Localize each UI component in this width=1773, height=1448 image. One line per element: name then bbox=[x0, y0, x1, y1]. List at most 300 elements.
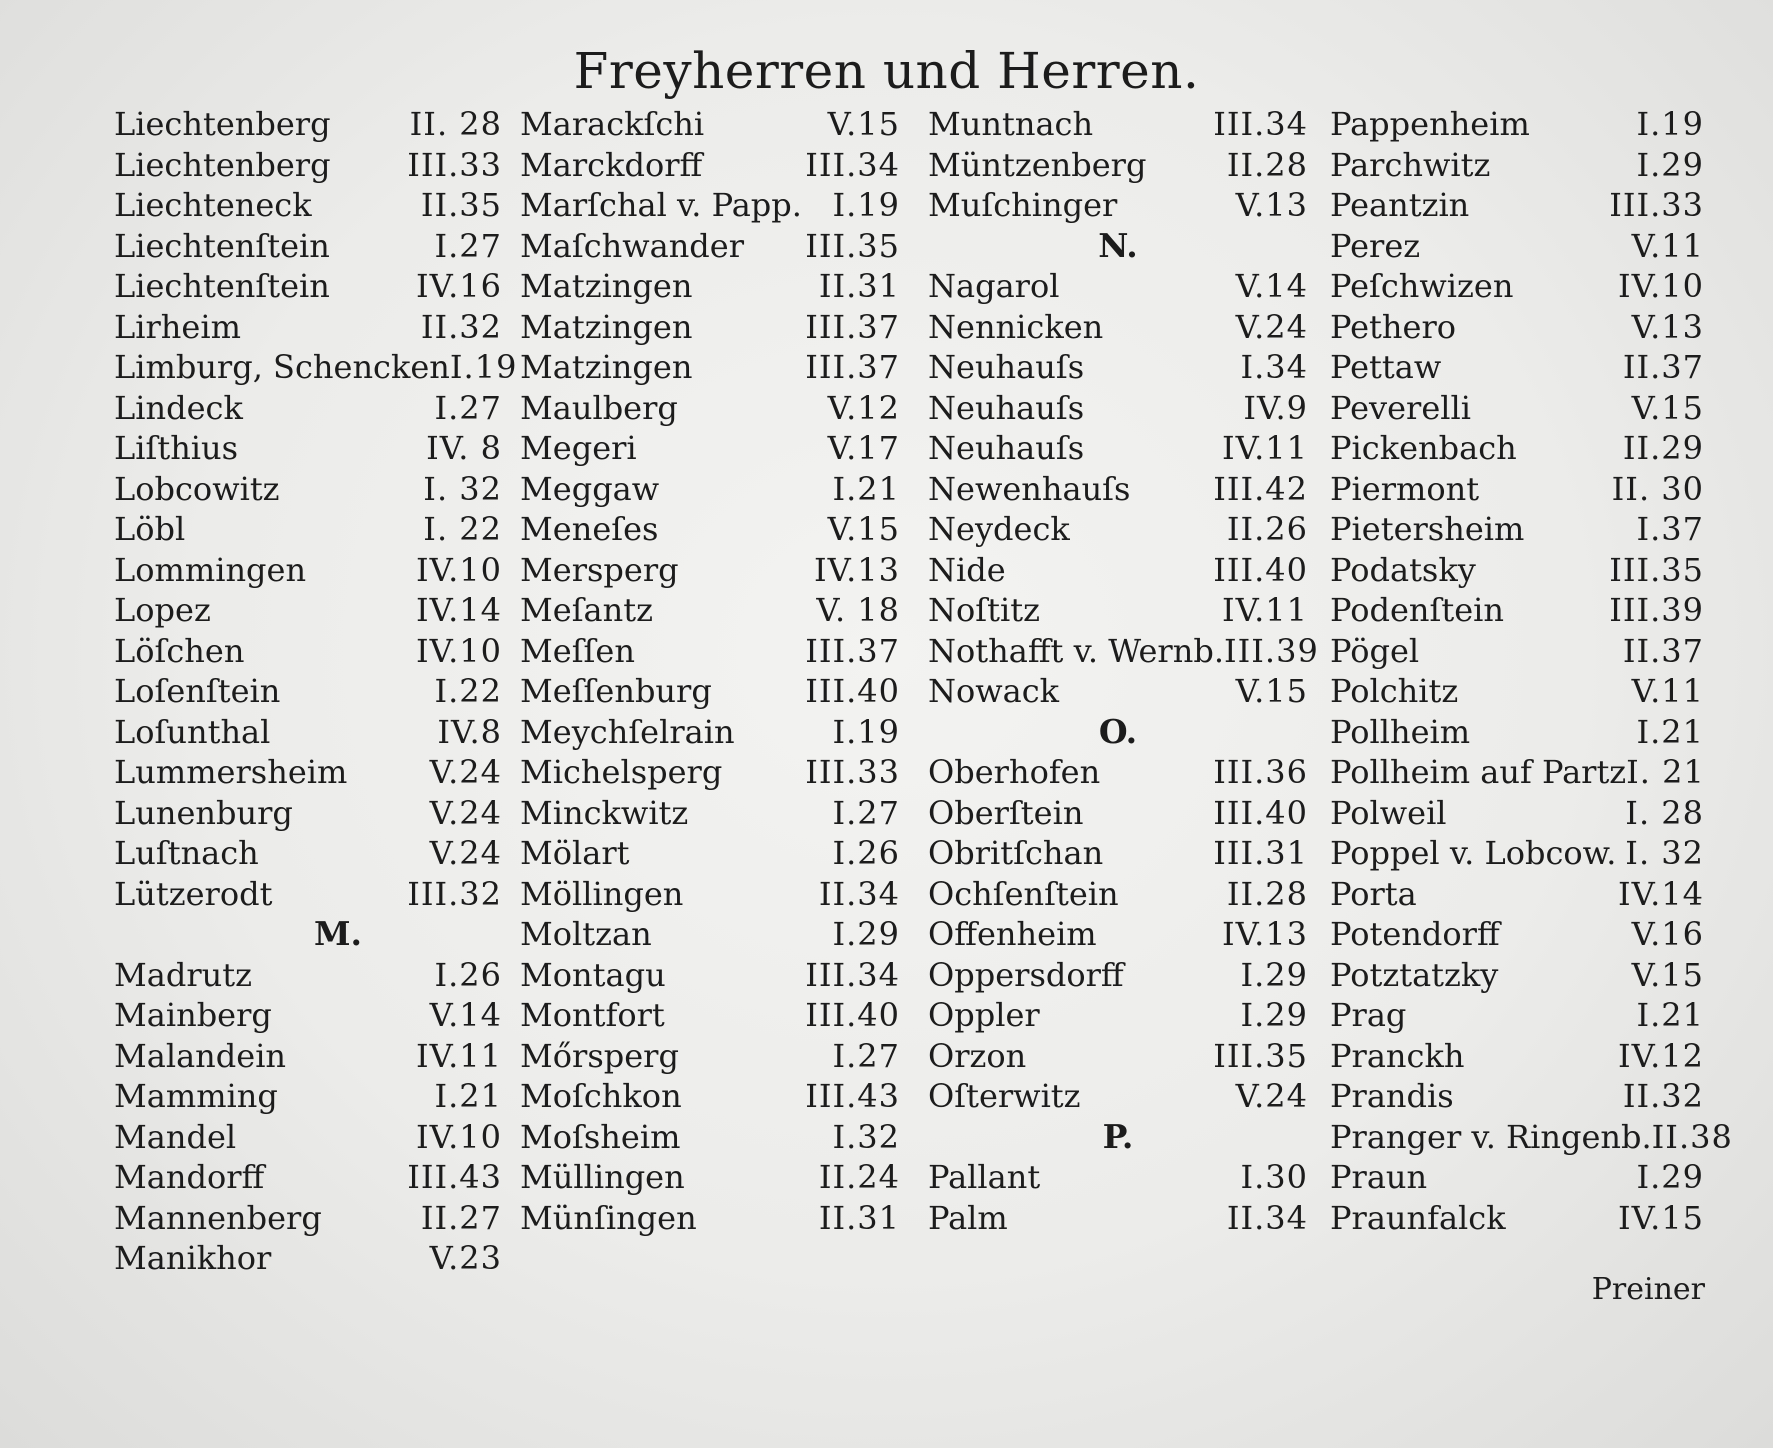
entry-reference: III.33 bbox=[805, 753, 900, 791]
entry-reference: III.37 bbox=[805, 631, 900, 670]
entry-name: Malandein bbox=[114, 1036, 287, 1075]
entry-name: Peverelli bbox=[1330, 388, 1471, 427]
entry-name: Müllingen bbox=[520, 1158, 685, 1196]
index-entry bbox=[1330, 428, 1704, 469]
entry-name: Meychſelrain bbox=[520, 712, 735, 751]
index-entry bbox=[1330, 550, 1704, 591]
entry-name: Podenſtein bbox=[1330, 591, 1505, 629]
entry-name: Montagu bbox=[520, 955, 666, 994]
index-entry bbox=[928, 752, 1308, 793]
index-entry bbox=[114, 793, 502, 834]
index-entry bbox=[928, 955, 1308, 996]
entry-reference: IV.13 bbox=[1221, 915, 1308, 953]
entry-reference: III.35 bbox=[1213, 1036, 1308, 1075]
entry-name: Meſantz bbox=[520, 591, 653, 629]
index-entry bbox=[520, 833, 900, 874]
entry-reference: I.30 bbox=[1240, 1158, 1308, 1196]
entry-name: Matzingen bbox=[520, 267, 693, 305]
index-entry bbox=[520, 1117, 900, 1158]
entry-name: Potztatzky bbox=[1330, 955, 1499, 994]
entry-reference: V.15 bbox=[1631, 955, 1704, 994]
entry-reference: II.27 bbox=[420, 1198, 502, 1237]
entry-name: Prag bbox=[1330, 996, 1407, 1034]
entry-reference: V.23 bbox=[429, 1239, 502, 1277]
entry-reference: III.39 bbox=[1223, 631, 1319, 670]
entry-name: Palm bbox=[928, 1198, 1008, 1237]
index-entry bbox=[114, 1157, 502, 1198]
index-entry bbox=[928, 1076, 1308, 1117]
index-entry bbox=[1330, 347, 1704, 388]
entry-name: Nowack bbox=[928, 672, 1060, 710]
entry-name: Nide bbox=[928, 550, 1006, 589]
entry-reference: V.24 bbox=[429, 834, 502, 872]
entry-reference: III.40 bbox=[805, 672, 900, 710]
entry-name: Liechtenſtein bbox=[114, 226, 330, 265]
index-entry bbox=[928, 1036, 1308, 1077]
entry-reference: I.34 bbox=[1240, 348, 1308, 386]
index-entry bbox=[114, 1198, 502, 1239]
index-entry bbox=[1330, 833, 1704, 874]
entry-name: Lirheim bbox=[114, 307, 241, 346]
entry-reference: V.13 bbox=[1631, 307, 1704, 346]
entry-name: Polchitz bbox=[1330, 672, 1459, 710]
entry-name: Neuhauſs bbox=[928, 429, 1085, 467]
index-entry bbox=[114, 226, 502, 267]
entry-name: Noſtitz bbox=[928, 591, 1040, 629]
entry-reference: II.26 bbox=[1226, 510, 1308, 548]
index-entry bbox=[928, 266, 1308, 307]
entry-name: Prandis bbox=[1330, 1077, 1454, 1115]
index-entry bbox=[114, 347, 518, 388]
entry-name: Möllingen bbox=[520, 874, 684, 913]
entry-reference: I.27 bbox=[832, 1036, 900, 1075]
entry-name: Maulberg bbox=[520, 388, 678, 427]
entry-name: Pollheim auf Partz bbox=[1330, 753, 1627, 791]
entry-name: Meſſenburg bbox=[520, 672, 712, 710]
entry-reference: I.19 bbox=[1636, 105, 1704, 143]
entry-reference: III.40 bbox=[1213, 550, 1308, 589]
entry-reference: IV.8 bbox=[437, 712, 502, 751]
index-column-2 bbox=[520, 104, 900, 1238]
index-entry bbox=[114, 1238, 502, 1279]
index-entry bbox=[1330, 995, 1704, 1036]
entry-name: Pettaw bbox=[1330, 348, 1442, 386]
entry-reference: III.35 bbox=[805, 226, 900, 265]
entry-reference: I. 32 bbox=[423, 469, 502, 508]
entry-reference: V.14 bbox=[429, 996, 502, 1034]
index-entry bbox=[114, 874, 502, 915]
entry-reference: V.14 bbox=[1235, 267, 1308, 305]
entry-name: Mannenberg bbox=[114, 1198, 322, 1237]
index-entry bbox=[114, 752, 502, 793]
entry-name: Marackſchi bbox=[520, 105, 705, 143]
entry-name: Megeri bbox=[520, 429, 637, 467]
entry-name: Löſchen bbox=[114, 631, 245, 670]
entry-name: Loſunthal bbox=[114, 712, 271, 751]
entry-reference: I. 28 bbox=[1625, 793, 1704, 832]
entry-name: Praun bbox=[1330, 1158, 1428, 1196]
entry-name: Liechtenſtein bbox=[114, 267, 330, 305]
entry-reference: I.21 bbox=[1636, 712, 1704, 751]
index-entry bbox=[928, 388, 1308, 429]
letter-heading: O. bbox=[1098, 711, 1138, 751]
entry-reference: II.31 bbox=[818, 1198, 900, 1237]
index-entry bbox=[1330, 631, 1704, 672]
entry-reference: II.35 bbox=[420, 186, 502, 224]
entry-name: Pranger v. Ringenb. bbox=[1330, 1117, 1652, 1156]
entry-name: Matzingen bbox=[520, 348, 693, 386]
index-entry bbox=[1330, 1036, 1704, 1077]
entry-reference: III.34 bbox=[805, 145, 900, 184]
index-entry bbox=[928, 1198, 1308, 1239]
entry-reference: III.36 bbox=[1213, 753, 1308, 791]
entry-reference: IV.15 bbox=[1617, 1198, 1704, 1237]
entry-reference: I. 32 bbox=[1625, 834, 1704, 872]
entry-reference: V.16 bbox=[1631, 915, 1704, 953]
entry-reference: III.40 bbox=[805, 996, 900, 1034]
entry-reference: III.42 bbox=[1213, 469, 1308, 508]
entry-reference: I.37 bbox=[1636, 510, 1704, 548]
entry-name: Liſthius bbox=[114, 429, 239, 467]
index-entry bbox=[1330, 874, 1704, 915]
entry-name: Liechteneck bbox=[114, 186, 312, 224]
index-entry bbox=[520, 712, 900, 753]
entry-name: Neuhauſs bbox=[928, 388, 1085, 427]
entry-name: Peſchwizen bbox=[1330, 267, 1514, 305]
index-entry bbox=[928, 995, 1308, 1036]
index-entry bbox=[1330, 793, 1704, 834]
index-entry bbox=[114, 671, 502, 712]
entry-reference: III.31 bbox=[1213, 834, 1308, 872]
entry-name: Lommingen bbox=[114, 550, 307, 589]
entry-name: Meggaw bbox=[520, 469, 660, 508]
entry-name: Neuhauſs bbox=[928, 348, 1085, 386]
entry-reference: I.26 bbox=[832, 834, 900, 872]
index-entry bbox=[114, 550, 502, 591]
entry-name: Offenheim bbox=[928, 915, 1097, 953]
entry-reference: I.19 bbox=[832, 712, 900, 751]
entry-reference: III.43 bbox=[805, 1077, 900, 1115]
entry-reference: V.13 bbox=[1235, 186, 1308, 224]
index-entry bbox=[520, 590, 900, 631]
entry-reference: III.35 bbox=[1609, 550, 1704, 589]
entry-reference: II.34 bbox=[818, 874, 900, 913]
entry-name: Lopez bbox=[114, 591, 211, 629]
index-entry bbox=[928, 145, 1308, 186]
entry-name: Nennicken bbox=[928, 307, 1104, 346]
entry-name: Oberhofen bbox=[928, 753, 1101, 791]
entry-reference: V.24 bbox=[429, 793, 502, 832]
index-entry bbox=[928, 185, 1308, 226]
index-entry bbox=[520, 1036, 900, 1077]
index-column-1 bbox=[114, 104, 518, 1279]
entry-reference: III.34 bbox=[805, 955, 900, 994]
index-entry bbox=[520, 955, 900, 996]
entry-name: Lobcowitz bbox=[114, 469, 280, 508]
index-entry bbox=[520, 509, 900, 550]
index-entry bbox=[114, 833, 502, 874]
entry-reference: I.29 bbox=[1240, 955, 1308, 994]
index-entry bbox=[928, 631, 1319, 672]
index-entry bbox=[928, 833, 1308, 874]
entry-name: Newenhauſs bbox=[928, 469, 1131, 508]
entry-name: Lunenburg bbox=[114, 793, 293, 832]
entry-name: Marckdorff bbox=[520, 145, 703, 184]
entry-name: Muntnach bbox=[928, 105, 1094, 143]
entry-name: Luſtnach bbox=[114, 834, 259, 872]
index-entry bbox=[114, 307, 502, 348]
index-entry bbox=[114, 1036, 502, 1077]
entry-name: Oſterwitz bbox=[928, 1077, 1081, 1115]
entry-name: Pietersheim bbox=[1330, 510, 1525, 548]
entry-reference: I.29 bbox=[1636, 145, 1704, 184]
index-entry bbox=[520, 226, 900, 267]
entry-reference: IV.14 bbox=[1617, 874, 1704, 913]
index-entry bbox=[928, 914, 1308, 955]
entry-name: Nagarol bbox=[928, 267, 1060, 305]
index-entry bbox=[928, 509, 1308, 550]
entry-name: Moſchkon bbox=[520, 1077, 682, 1115]
entry-reference: III.34 bbox=[1213, 105, 1308, 143]
catchword: Preiner bbox=[1591, 1272, 1705, 1307]
entry-reference: II.34 bbox=[1226, 1198, 1308, 1237]
entry-name: Liechtenberg bbox=[114, 105, 331, 143]
entry-reference: IV.11 bbox=[415, 1036, 502, 1075]
index-column-4 bbox=[1330, 104, 1733, 1238]
entry-name: Mőrsperg bbox=[520, 1036, 679, 1075]
index-entry bbox=[520, 307, 900, 348]
entry-reference: V.24 bbox=[429, 753, 502, 791]
entry-reference: I.22 bbox=[434, 672, 502, 710]
index-entry bbox=[1330, 712, 1704, 753]
entry-name: Parchwitz bbox=[1330, 145, 1491, 184]
entry-name: Löbl bbox=[114, 510, 186, 548]
entry-reference: I.21 bbox=[434, 1077, 502, 1115]
entry-name: Loſenſtein bbox=[114, 672, 281, 710]
entry-reference: IV.10 bbox=[415, 550, 502, 589]
entry-reference: IV.10 bbox=[1617, 267, 1704, 305]
entry-reference: II.38 bbox=[1651, 1117, 1733, 1156]
entry-reference: I.27 bbox=[434, 226, 502, 265]
entry-reference: I.19 bbox=[832, 186, 900, 224]
index-entry bbox=[114, 185, 502, 226]
entry-reference: I.26 bbox=[434, 955, 502, 994]
entry-reference: III.33 bbox=[1609, 186, 1704, 224]
entry-name: Peantzin bbox=[1330, 186, 1470, 224]
entry-name: Mölart bbox=[520, 834, 630, 872]
entry-reference: V.17 bbox=[827, 429, 900, 467]
index-entry bbox=[114, 631, 502, 672]
entry-name: Mersperg bbox=[520, 550, 679, 589]
entry-name: Moltzan bbox=[520, 915, 652, 953]
index-entry bbox=[1330, 955, 1704, 996]
entry-reference: I.29 bbox=[1636, 1158, 1704, 1196]
entry-reference: I. 22 bbox=[423, 510, 502, 548]
index-entry bbox=[114, 104, 502, 145]
index-entry bbox=[520, 388, 900, 429]
entry-reference: I.29 bbox=[832, 915, 900, 953]
index-entry bbox=[520, 1198, 900, 1239]
entry-reference: II.29 bbox=[1622, 429, 1704, 467]
entry-reference: I.27 bbox=[434, 388, 502, 427]
index-entry bbox=[520, 145, 900, 186]
entry-reference: IV.11 bbox=[1221, 591, 1308, 629]
entry-reference: II. 28 bbox=[409, 105, 502, 143]
entry-name: Mainberg bbox=[114, 996, 272, 1034]
entry-reference: III.33 bbox=[407, 145, 502, 184]
entry-reference: V.15 bbox=[827, 105, 900, 143]
index-entry bbox=[1330, 266, 1704, 307]
entry-name: Pethero bbox=[1330, 307, 1456, 346]
entry-reference: V.15 bbox=[1631, 388, 1704, 427]
entry-name: Oppersdorff bbox=[928, 955, 1124, 994]
index-entry bbox=[1330, 590, 1704, 631]
index-entry bbox=[1330, 1117, 1733, 1158]
entry-name: Pallant bbox=[928, 1158, 1041, 1196]
entry-reference: IV.12 bbox=[1617, 1036, 1704, 1075]
entry-name: Praunfalck bbox=[1330, 1198, 1506, 1237]
entry-reference: III.39 bbox=[1609, 591, 1704, 629]
entry-reference: V.24 bbox=[1235, 1077, 1308, 1115]
index-entry bbox=[114, 955, 502, 996]
entry-name: Matzingen bbox=[520, 307, 693, 346]
entry-name: Madrutz bbox=[114, 955, 252, 994]
entry-reference: I.21 bbox=[832, 469, 900, 508]
index-entry bbox=[520, 874, 900, 915]
index-entry bbox=[520, 428, 900, 469]
entry-reference: I.21 bbox=[1636, 996, 1704, 1034]
index-entry bbox=[928, 469, 1308, 510]
index-entry bbox=[928, 550, 1308, 591]
entry-name: Mamming bbox=[114, 1077, 278, 1115]
entry-reference: II.24 bbox=[818, 1158, 900, 1196]
index-entry bbox=[520, 185, 900, 226]
entry-reference: III.37 bbox=[805, 307, 900, 346]
index-entry bbox=[520, 671, 900, 712]
index-entry bbox=[1330, 469, 1704, 510]
index-entry bbox=[520, 1076, 900, 1117]
entry-reference: V.15 bbox=[1235, 672, 1308, 710]
entry-name: Marſchal v. Papp. bbox=[520, 186, 802, 224]
entry-reference: I.32 bbox=[832, 1117, 900, 1156]
index-entry bbox=[114, 995, 502, 1036]
index-entry bbox=[928, 104, 1308, 145]
index-entry bbox=[1330, 1198, 1704, 1239]
index-entry bbox=[1330, 671, 1704, 712]
index-entry bbox=[928, 874, 1308, 915]
entry-name: Podatsky bbox=[1330, 550, 1476, 589]
index-entry bbox=[1330, 1157, 1704, 1198]
entry-name: Pollheim bbox=[1330, 712, 1471, 751]
entry-name: Piermont bbox=[1330, 469, 1480, 508]
entry-reference: II.31 bbox=[818, 267, 900, 305]
entry-name: Mandel bbox=[114, 1117, 237, 1156]
entry-name: Münſingen bbox=[520, 1198, 697, 1237]
entry-reference: II.37 bbox=[1622, 631, 1704, 670]
letter-heading: M. bbox=[314, 914, 363, 953]
entry-name: Polweil bbox=[1330, 793, 1447, 832]
entry-reference: IV.9 bbox=[1243, 388, 1308, 427]
index-entry bbox=[114, 145, 502, 186]
index-entry bbox=[114, 1117, 502, 1158]
entry-reference: V.15 bbox=[827, 510, 900, 548]
entry-reference: IV.10 bbox=[415, 1117, 502, 1156]
entry-name: Michelsperg bbox=[520, 753, 723, 791]
entry-reference: V.11 bbox=[1631, 672, 1704, 710]
entry-name: Obritſchan bbox=[928, 834, 1104, 872]
index-entry bbox=[114, 712, 502, 753]
entry-reference: V.12 bbox=[827, 388, 900, 427]
entry-name: Mandorff bbox=[114, 1158, 265, 1196]
entry-name: Pögel bbox=[1330, 631, 1420, 670]
entry-reference: IV.13 bbox=[813, 550, 900, 589]
index-entry bbox=[520, 104, 900, 145]
index-entry bbox=[928, 1157, 1308, 1198]
entry-reference: II.37 bbox=[1622, 348, 1704, 386]
entry-reference: III.40 bbox=[1213, 793, 1308, 832]
index-entry bbox=[520, 752, 900, 793]
index-entry bbox=[520, 995, 900, 1036]
index-entry bbox=[114, 469, 502, 510]
index-entry bbox=[114, 1076, 502, 1117]
index-entry bbox=[1330, 104, 1704, 145]
entry-name: Manikhor bbox=[114, 1239, 272, 1277]
entry-name: Neydeck bbox=[928, 510, 1070, 548]
page-title: Freyherren und Herren. bbox=[573, 42, 1200, 100]
index-entry bbox=[1330, 914, 1704, 955]
letter-heading: P. bbox=[1102, 1116, 1134, 1156]
index-entry bbox=[1330, 509, 1704, 550]
entry-name: Perez bbox=[1330, 226, 1421, 265]
entry-reference: II.32 bbox=[1622, 1077, 1704, 1115]
index-entry bbox=[928, 347, 1308, 388]
entry-name: Lützerodt bbox=[114, 874, 273, 913]
entry-reference: IV.14 bbox=[415, 591, 502, 629]
entry-reference: III.37 bbox=[805, 348, 900, 386]
index-entry bbox=[114, 590, 502, 631]
index-entry bbox=[114, 509, 502, 550]
index-entry bbox=[1330, 307, 1704, 348]
entry-reference: IV.10 bbox=[415, 631, 502, 670]
entry-reference: III.43 bbox=[407, 1158, 502, 1196]
entry-name: Müntzenberg bbox=[928, 145, 1147, 184]
entry-reference: I.29 bbox=[1240, 996, 1308, 1034]
entry-name: Minckwitz bbox=[520, 793, 689, 832]
entry-name: Moſsheim bbox=[520, 1117, 681, 1156]
index-entry bbox=[928, 671, 1308, 712]
entry-reference: V.24 bbox=[1235, 307, 1308, 346]
entry-reference: I.19 bbox=[449, 348, 518, 386]
entry-reference: IV.16 bbox=[415, 267, 502, 305]
entry-name: Meneſes bbox=[520, 510, 659, 548]
index-entry bbox=[520, 469, 900, 510]
entry-name: Maſchwander bbox=[520, 226, 745, 265]
entry-name: Potendorff bbox=[1330, 915, 1500, 953]
index-entry bbox=[520, 550, 900, 591]
entry-reference: III.32 bbox=[407, 874, 502, 913]
entry-reference: IV. 8 bbox=[426, 429, 502, 467]
entry-reference: I. 21 bbox=[1626, 753, 1705, 791]
entry-name: Oppler bbox=[928, 996, 1040, 1034]
index-entry bbox=[520, 914, 900, 955]
entry-reference: I.27 bbox=[832, 793, 900, 832]
entry-name: Liechtenberg bbox=[114, 145, 331, 184]
entry-name: Porta bbox=[1330, 874, 1417, 913]
entry-name: Ochſenſtein bbox=[928, 874, 1119, 913]
entry-reference: II.28 bbox=[1226, 874, 1308, 913]
index-entry bbox=[114, 428, 502, 469]
index-entry bbox=[928, 590, 1308, 631]
